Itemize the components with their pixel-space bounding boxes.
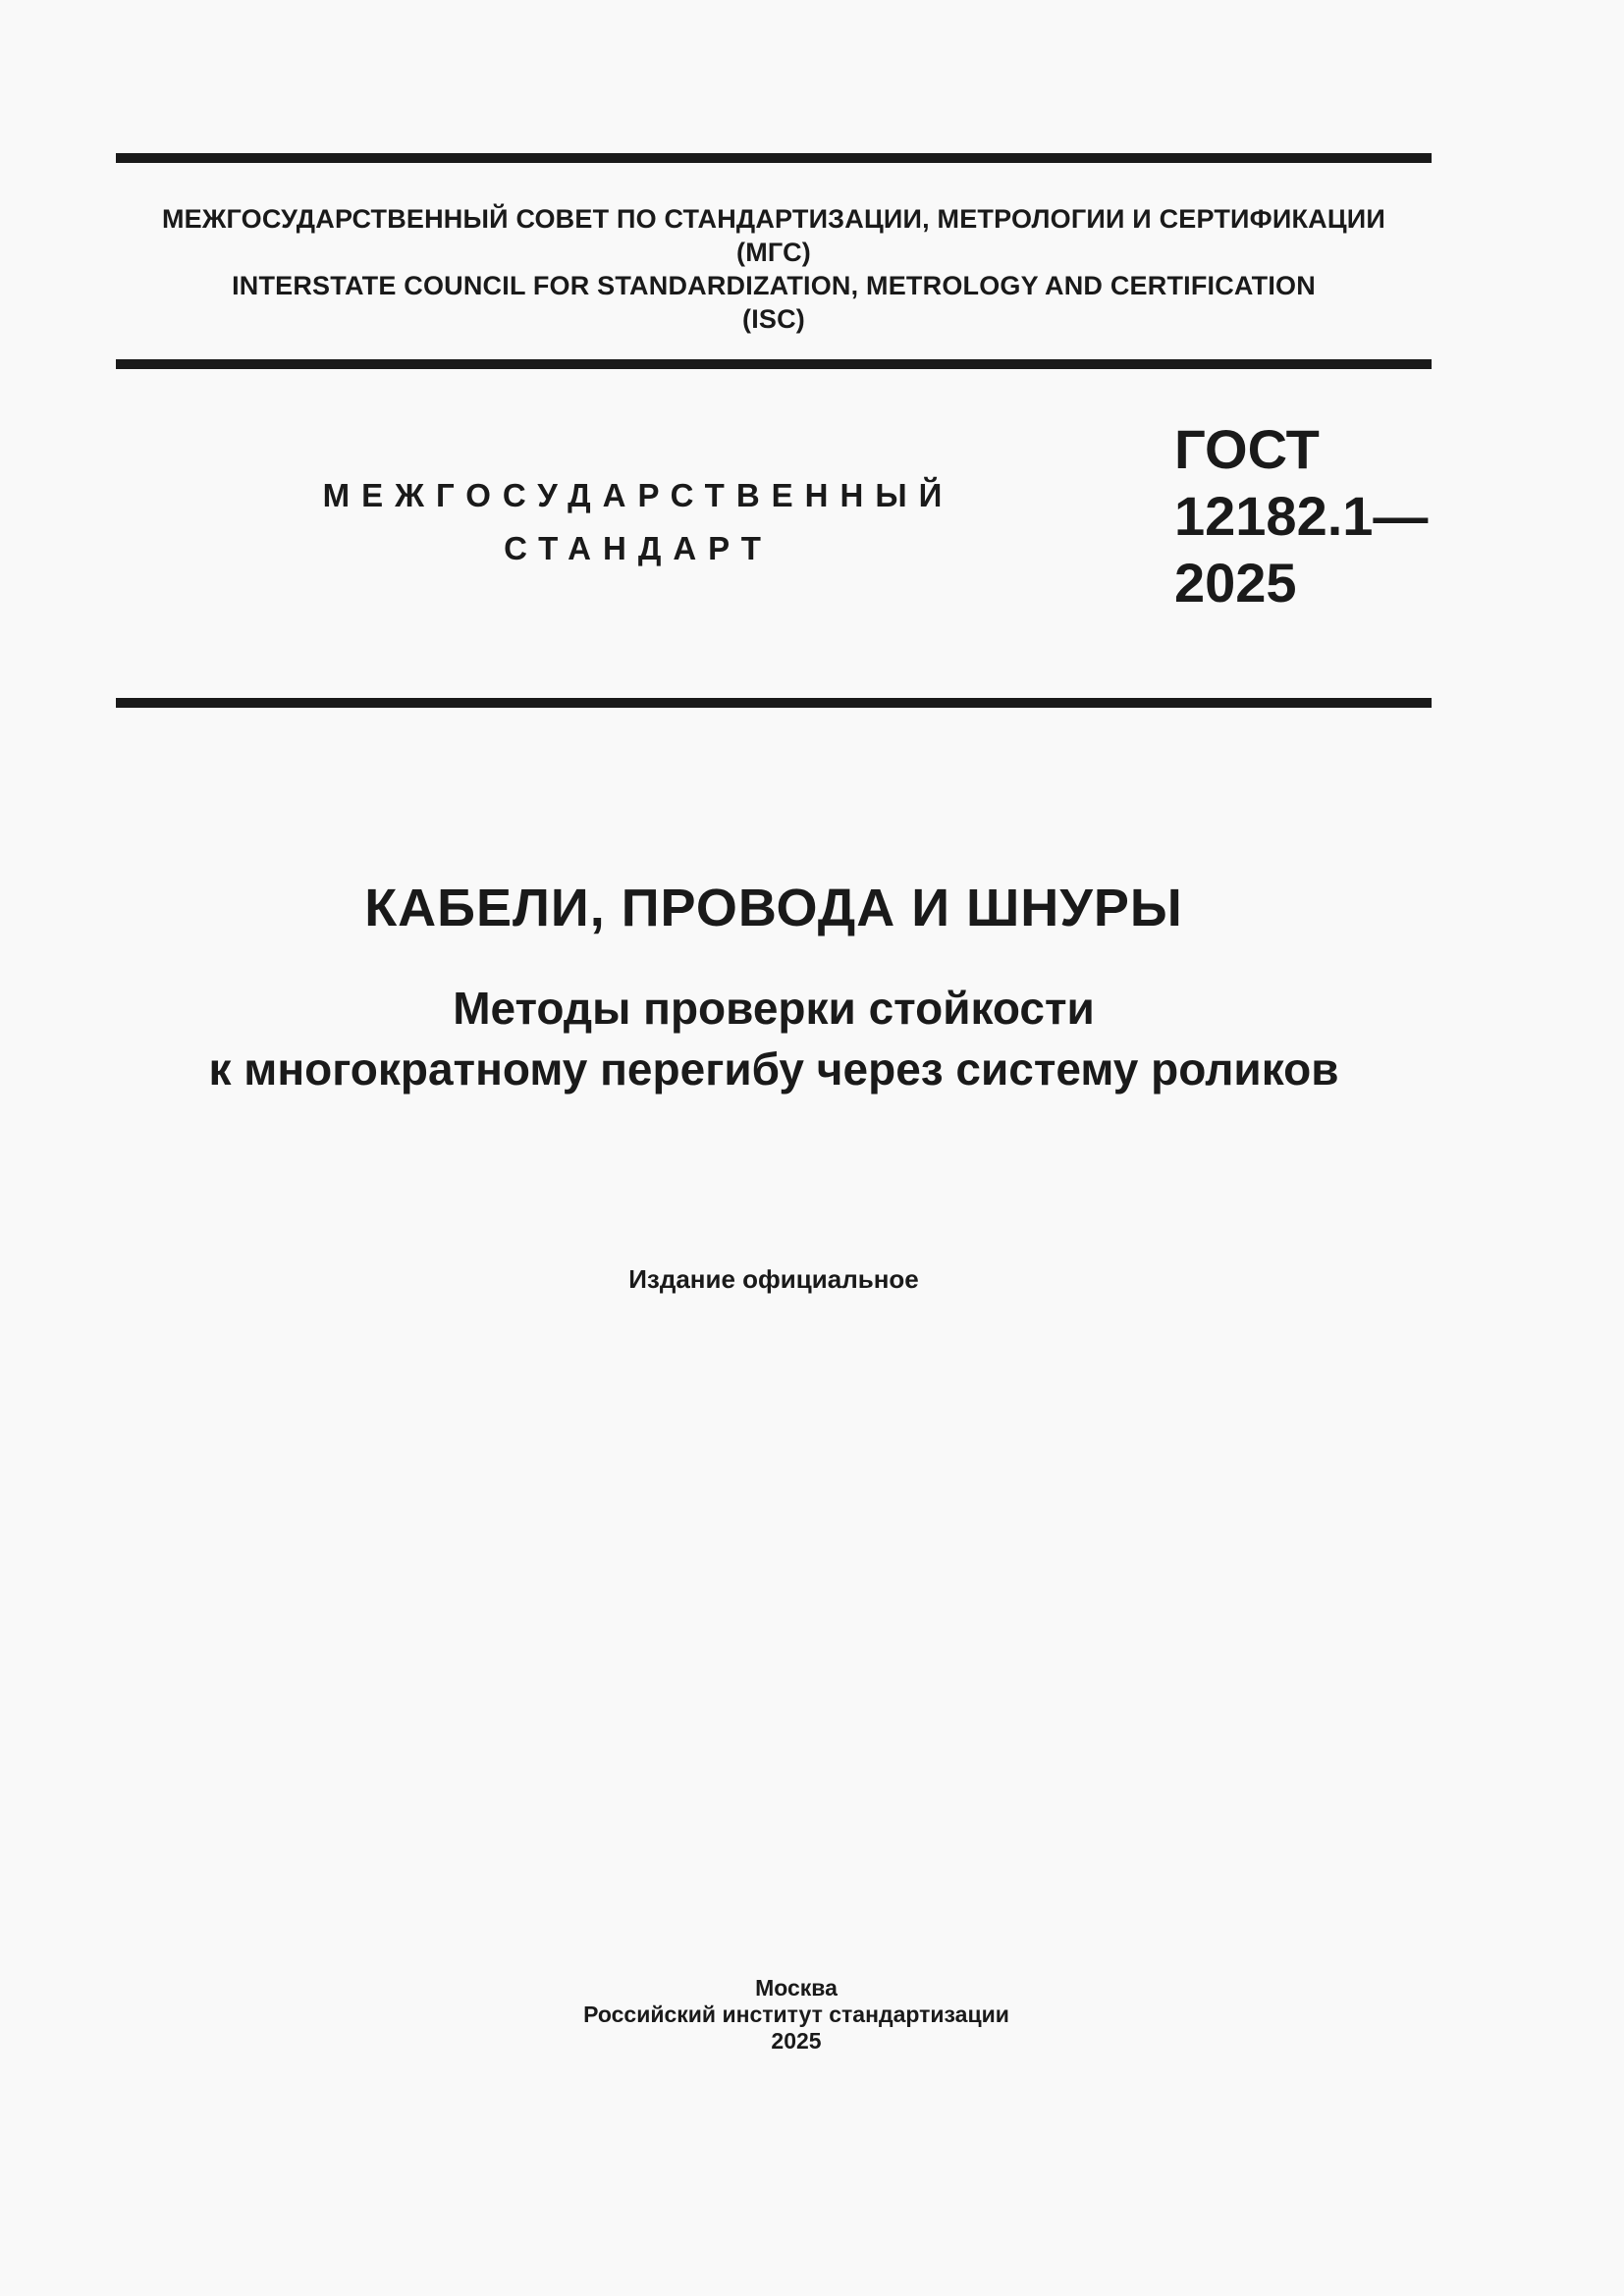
council-name-en: INTERSTATE COUNCIL FOR STANDARDIZATION, METROLOGY AND CERTIFICATION	[232, 271, 1316, 300]
document-title: КАБЕЛИ, ПРОВОДА И ШНУРЫ	[364, 879, 1183, 937]
standard-type	[245, 469, 1031, 575]
gost-year: 2025	[1174, 552, 1297, 614]
document-subtitle	[116, 978, 1432, 1099]
subtitle-line1: Методы проверки стойкости	[453, 983, 1095, 1034]
edition-label: Издание официальное	[628, 1264, 919, 1294]
gost-number: 12182.1—	[1174, 485, 1429, 547]
subtitle-line2: к многократному перегибу через систему роликов	[208, 1043, 1339, 1095]
council-header	[116, 202, 1432, 336]
gost-designation	[1174, 416, 1428, 616]
council-abbr-en: (ISC)	[742, 304, 805, 334]
standard-type-line2: СТАНДАРТ	[504, 530, 773, 566]
imprint-publisher: Российский институт стандартизации	[583, 2002, 1009, 2027]
top-rule	[116, 153, 1432, 163]
designation-divider-rule	[116, 698, 1432, 708]
imprint-city: Москва	[755, 1975, 838, 2001]
gost-prefix: ГОСТ	[1174, 418, 1320, 480]
header-divider-rule	[116, 359, 1432, 369]
imprint	[116, 1975, 1477, 2055]
imprint-year: 2025	[771, 2028, 822, 2054]
standard-type-line1: МЕЖГОСУДАРСТВЕННЫЙ	[322, 477, 954, 513]
council-abbr-ru: (МГС)	[736, 238, 811, 267]
council-name-ru: МЕЖГОСУДАРСТВЕННЫЙ СОВЕТ ПО СТАНДАРТИЗАЦИИ, МЕТРОЛОГИИ И СЕРТИФИКАЦИИ	[161, 204, 1386, 234]
